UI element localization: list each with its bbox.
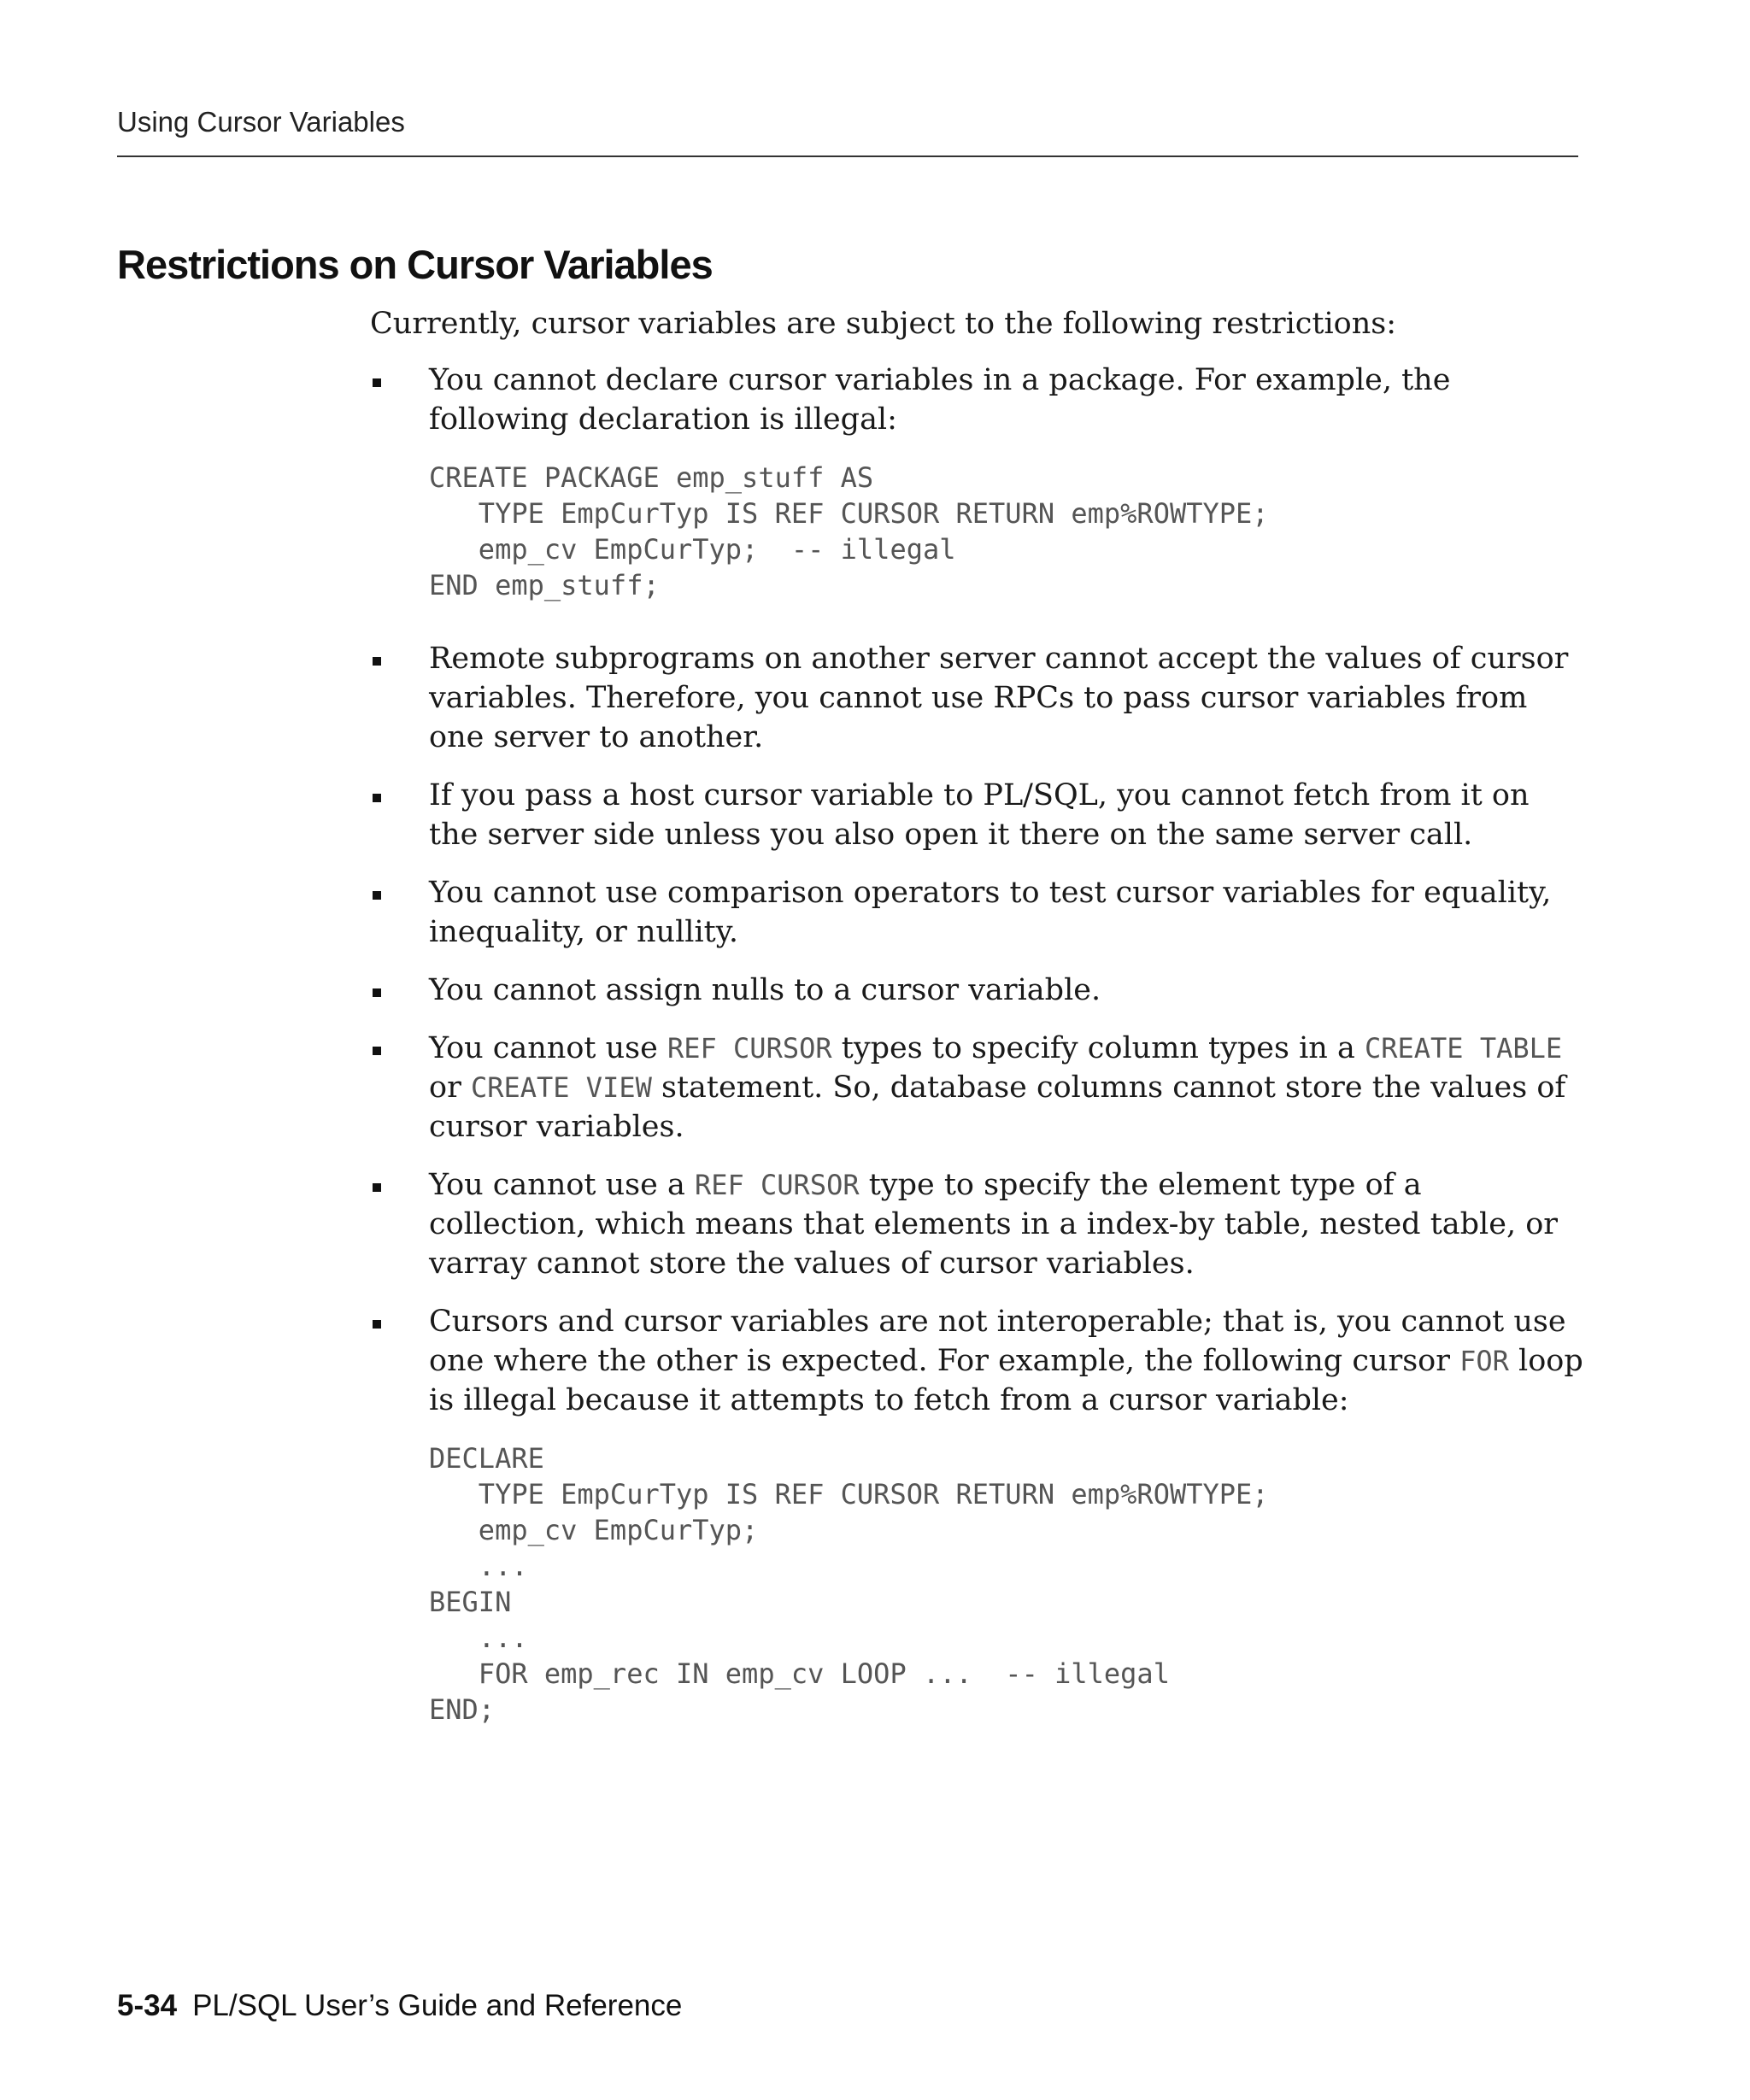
text-run: You cannot use a — [429, 1168, 695, 1202]
intro-paragraph: Currently, cursor variables are subject to the following restrictions: — [370, 307, 1397, 341]
bullet-marker — [373, 657, 381, 666]
bullet-marker — [373, 1047, 381, 1055]
list-item — [370, 1302, 1583, 1728]
book-title: PL/SQL User’s Guide and Reference — [192, 1989, 683, 2022]
list-item-text — [429, 1168, 1558, 1281]
text-run: statement. So, database columns cannot store the values of cursor variables. — [429, 1071, 1566, 1144]
list-item — [370, 1029, 1583, 1147]
code-block: DECLARE TYPE EmpCurTyp IS REF CURSOR RETURN emp%ROWTYPE; emp_cv EmpCurTyp; ... BEGIN ... FOR emp_rec IN emp_cv LOOP ... -- illegal END; — [429, 1442, 1269, 1726]
list-item-text: If you pass a host cursor variable to PL/SQL, you cannot fetch from it on the server side unless you also open it there on the same server call. — [429, 778, 1530, 852]
list-item — [370, 971, 1583, 1010]
list-item — [370, 776, 1583, 854]
running-header: Using Cursor Variables — [117, 106, 405, 138]
page-footer — [117, 1989, 682, 2023]
inline-code: FOR — [1459, 1345, 1509, 1377]
inline-code: REF CURSOR — [667, 1032, 832, 1065]
bullet-marker — [373, 1183, 381, 1192]
inline-code: CREATE TABLE — [1364, 1032, 1563, 1065]
bullet-marker — [373, 891, 381, 900]
list-item — [370, 361, 1583, 603]
body-text — [370, 304, 1583, 1763]
text-run: Cursors and cursor variables are not interoperable; that is, you cannot use one where the other is expected. For example, the following cursor — [429, 1305, 1566, 1378]
restrictions-list — [370, 361, 1583, 1728]
text-run: loop is illegal because it attempts to fetch from a cursor variable: — [429, 1344, 1583, 1417]
bullet-marker — [373, 988, 381, 997]
list-item — [370, 1165, 1583, 1283]
list-item-text: You cannot use comparison operators to test cursor variables for equality, inequality, or nullity. — [429, 876, 1552, 949]
bullet-marker — [373, 794, 381, 802]
text-run: type to specify the element type of a collection, which means that elements in a index-by table, nested table, or varray cannot store the values of cursor variables. — [429, 1168, 1559, 1281]
text-run: types to specify column types in a — [831, 1031, 1365, 1065]
page-number: 5-34 — [117, 1989, 178, 2022]
text-run: or — [429, 1071, 471, 1105]
list-item-text: You cannot declare cursor variables in a package. For example, the following declaration is illegal: — [429, 363, 1451, 437]
list-item-text — [429, 1031, 1565, 1144]
header-rule — [117, 155, 1578, 157]
list-item — [370, 639, 1583, 757]
list-item-text: Remote subprograms on another server cannot accept the values of cursor variables. Therefore, you cannot use RPCs to pass cursor variables from one server to another. — [429, 642, 1569, 754]
list-item — [370, 873, 1583, 952]
bullet-marker — [373, 378, 381, 387]
section-title: Restrictions on Cursor Variables — [117, 242, 713, 287]
code-block: CREATE PACKAGE emp_stuff AS TYPE EmpCurTyp IS REF CURSOR RETURN emp%ROWTYPE; emp_cv EmpCurTyp; -- illegal END emp_stuff; — [429, 461, 1269, 601]
inline-code: REF CURSOR — [694, 1169, 860, 1201]
list-item-text — [429, 1305, 1583, 1417]
inline-code: CREATE VIEW — [470, 1071, 652, 1104]
bullet-marker — [373, 1320, 381, 1329]
list-item-text: You cannot assign nulls to a cursor variable. — [429, 973, 1101, 1007]
text-run: You cannot use — [429, 1031, 667, 1065]
